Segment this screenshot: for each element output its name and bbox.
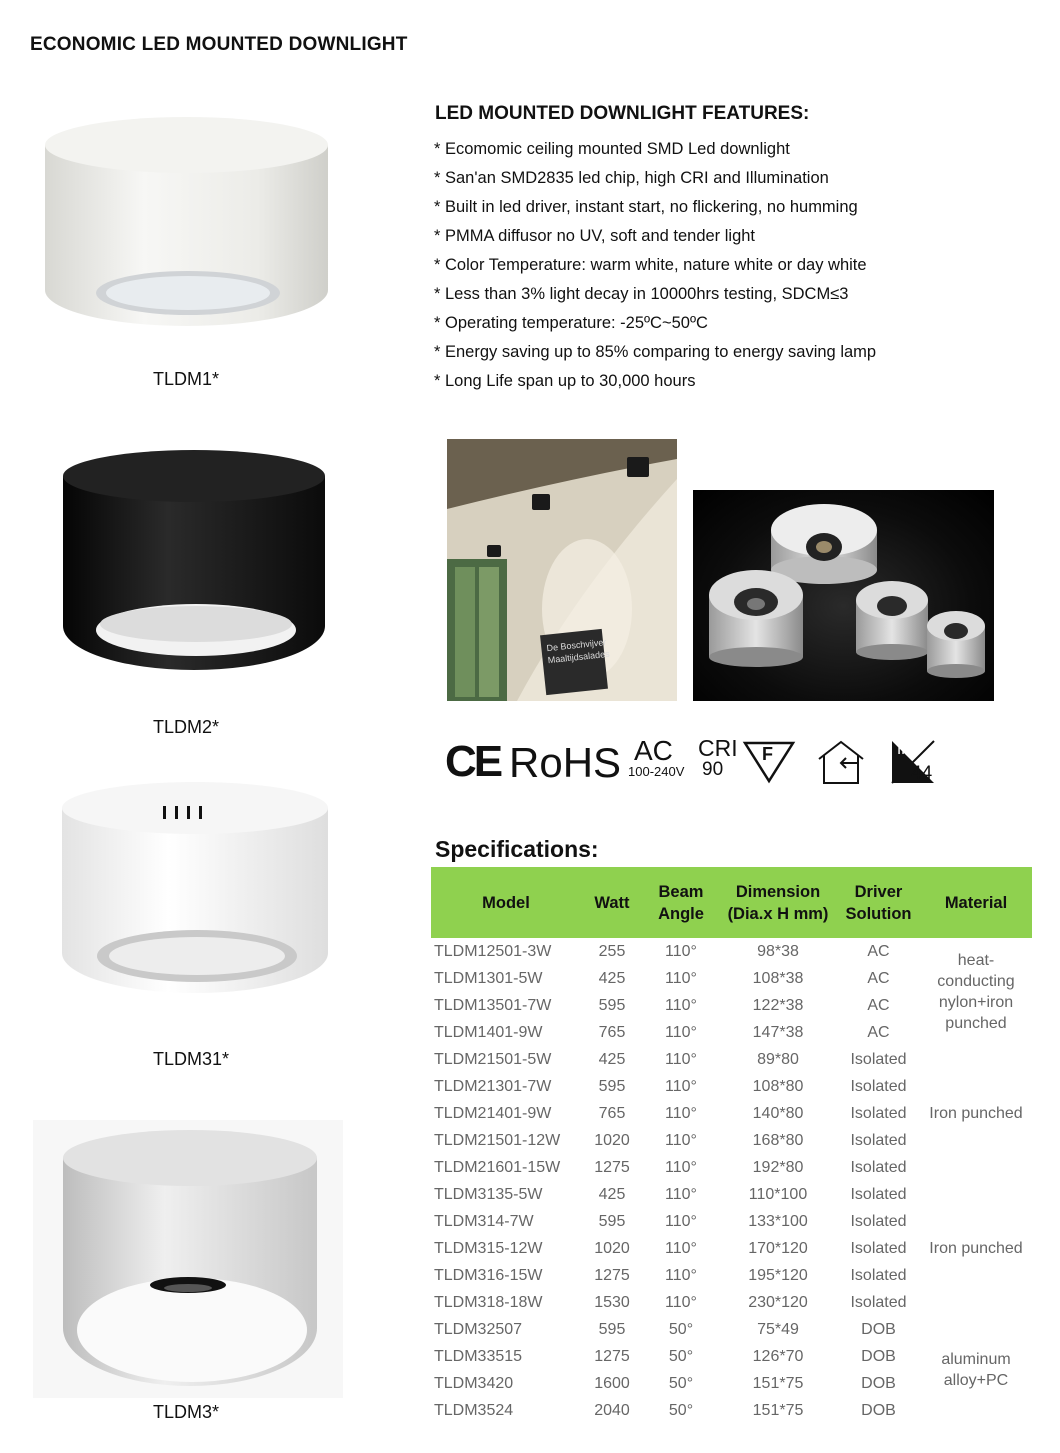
cell-dimension: 110*100	[748, 1185, 808, 1203]
cell-material: aluminum alloy+PC	[941, 1351, 1011, 1389]
cell-model: TLDM3524	[434, 1401, 514, 1419]
cell-driver: Isolated	[850, 1158, 907, 1176]
cell-watt: 595	[598, 1320, 626, 1338]
cell-watt: 1530	[594, 1293, 630, 1311]
cell-driver: DOB	[861, 1347, 896, 1365]
feature-item: * Ecomomic ceiling mounted SMD Led downlight	[434, 140, 790, 158]
cell-material: Iron punched	[929, 1240, 1023, 1257]
specifications-table	[431, 867, 1032, 1424]
ac-label: AC	[634, 735, 673, 766]
room-sign-line-2: Maaltijdsalades	[547, 648, 611, 666]
header-beam-line-2: Angle	[658, 904, 704, 923]
cell-model: TLDM1301-5W	[434, 969, 543, 987]
cell-dimension: 133*100	[748, 1212, 808, 1230]
product-image-tldm31	[55, 778, 340, 1008]
features-heading: LED MOUNTED DOWNLIGHT FEATURES:	[435, 103, 810, 124]
page-title: ECONOMIC LED MOUNTED DOWNLIGHT	[30, 34, 408, 55]
cell-model: TLDM13501-7W	[434, 996, 552, 1014]
cell-beam: 110°	[665, 1158, 697, 1176]
ce-mark-icon: CE	[445, 737, 501, 786]
cell-watt: 595	[598, 1212, 626, 1230]
cell-model: TLDM314-7W	[434, 1212, 534, 1230]
cell-beam: 110°	[665, 1104, 697, 1122]
cell-beam: 110°	[665, 1023, 697, 1041]
cell-model: TLDM3135-5W	[434, 1185, 543, 1203]
header-dimension-line-2: (Dia.x H mm)	[727, 904, 829, 923]
header-beam-line-1: Beam	[658, 882, 704, 901]
product-label-tldm3: TLDM3*	[153, 1402, 220, 1422]
certification-row	[445, 735, 945, 793]
feature-item: * Operating temperature: -25ºC~50ºC	[434, 314, 708, 332]
cell-beam: 110°	[665, 969, 697, 987]
cell-model: TLDM21601-15W	[434, 1158, 561, 1176]
cell-dimension: 192*80	[752, 1158, 804, 1176]
cell-dimension: 147*38	[752, 1023, 804, 1041]
f-mark-label: F	[762, 744, 773, 764]
cell-dimension: 195*120	[748, 1266, 808, 1284]
column-header-driver-solution	[837, 867, 920, 938]
cell-driver: Isolated	[850, 1131, 907, 1149]
cell-driver: DOB	[861, 1374, 896, 1392]
cell-watt: 595	[598, 1077, 626, 1095]
cell-dimension: 151*75	[752, 1401, 804, 1419]
cell-beam: 110°	[665, 1212, 697, 1230]
feature-item: * PMMA diffusor no UV, soft and tender light	[434, 227, 756, 245]
cell-watt: 1020	[594, 1239, 630, 1257]
cell-driver: AC	[867, 1023, 890, 1041]
cell-watt: 765	[598, 1023, 626, 1041]
cell-driver: DOB	[861, 1401, 896, 1419]
header-driver-line-1: Driver	[854, 882, 903, 901]
feature-item: * Color Temperature: warm white, nature white or day white	[434, 256, 867, 274]
cell-watt: 425	[598, 969, 626, 987]
column-header-model: Model	[431, 867, 581, 938]
table-row	[431, 1316, 1032, 1343]
table-row	[431, 1046, 1032, 1073]
cell-driver: Isolated	[850, 1050, 907, 1068]
column-header-watt: Watt	[581, 867, 643, 938]
cell-driver: AC	[867, 996, 890, 1014]
cell-dimension: 230*120	[748, 1293, 808, 1311]
indoor-use-house-icon	[815, 739, 871, 785]
cell-dimension: 98*38	[757, 942, 799, 960]
cell-dimension: 108*38	[752, 969, 804, 987]
cri-label: CRI	[698, 735, 738, 761]
cell-watt: 1600	[594, 1374, 630, 1392]
room-sign-line-1: De Boschvijver	[546, 637, 607, 654]
cell-model: TLDM33515	[434, 1347, 523, 1365]
features-list	[434, 137, 876, 398]
cell-model: TLDM315-12W	[434, 1239, 543, 1257]
cell-driver: Isolated	[850, 1212, 907, 1230]
cell-beam: 110°	[665, 996, 697, 1014]
rohs-icon: RoHS	[509, 739, 622, 786]
cell-beam: 50°	[668, 1401, 694, 1419]
column-header-material: Material	[920, 867, 1032, 938]
cell-model: TLDM21401-9W	[434, 1104, 552, 1122]
table-row	[431, 938, 1032, 965]
cell-model: TLDM21501-12W	[434, 1131, 561, 1149]
table-row	[431, 1181, 1032, 1208]
cell-beam: 50°	[668, 1374, 694, 1392]
cell-model: TLDM21501-5W	[434, 1050, 552, 1068]
feature-item: * Built in led driver, instant start, no flickering, no humming	[434, 198, 858, 216]
ip-value: 44	[911, 763, 933, 784]
cell-watt: 765	[598, 1104, 626, 1122]
header-dimension-line-1: Dimension	[735, 882, 821, 901]
cell-dimension: 168*80	[752, 1131, 804, 1149]
cell-watt: 1275	[594, 1347, 630, 1365]
ac-voltage-icon	[628, 737, 684, 778]
feature-item: * Energy saving up to 85% comparing to energy saving lamp	[434, 343, 877, 361]
column-header-dimension	[719, 867, 837, 938]
cell-driver: Isolated	[850, 1185, 907, 1203]
cell-driver: AC	[867, 942, 890, 960]
cri-value: 90	[702, 759, 724, 780]
feature-item: * Long Life span up to 30,000 hours	[434, 372, 696, 390]
cell-model: TLDM316-15W	[434, 1266, 543, 1284]
cell-watt: 255	[598, 942, 626, 960]
cell-watt: 1275	[594, 1266, 630, 1284]
cell-driver: Isolated	[850, 1077, 907, 1095]
cell-driver: AC	[867, 969, 890, 987]
cell-beam: 110°	[665, 1131, 697, 1149]
cell-dimension: 126*70	[752, 1347, 804, 1365]
cell-driver: Isolated	[850, 1266, 907, 1284]
cell-beam: 110°	[665, 1050, 697, 1068]
cell-watt: 595	[598, 996, 626, 1014]
cell-driver: Isolated	[850, 1293, 907, 1311]
table-header-row	[431, 867, 1032, 938]
cell-dimension: 151*75	[752, 1374, 804, 1392]
cell-dimension: 170*120	[748, 1239, 808, 1257]
cell-model: TLDM12501-3W	[434, 942, 552, 960]
cell-model: TLDM32507	[434, 1320, 523, 1338]
cell-model: TLDM3420	[434, 1374, 514, 1392]
cell-driver: Isolated	[850, 1104, 907, 1122]
feature-item: * Less than 3% light decay in 10000hrs testing, SDCM≤3	[434, 285, 849, 303]
cell-dimension: 122*38	[752, 996, 804, 1014]
header-driver-line-2: Solution	[845, 904, 912, 923]
cell-beam: 110°	[665, 1293, 697, 1311]
cell-watt: 2040	[594, 1401, 630, 1419]
application-photo-room	[447, 439, 677, 701]
cell-dimension: 108*80	[752, 1077, 804, 1095]
feature-item: * San'an SMD2835 led chip, high CRI and Illumination	[434, 169, 829, 187]
cell-beam: 110°	[665, 1266, 697, 1284]
cell-model: TLDM21301-7W	[434, 1077, 552, 1095]
cell-dimension: 140*80	[752, 1104, 804, 1122]
specifications-heading: Specifications:	[435, 836, 599, 862]
cell-beam: 110°	[665, 1239, 697, 1257]
product-label-tldm2: TLDM2*	[153, 717, 220, 737]
cell-driver: DOB	[861, 1320, 896, 1338]
application-photo-products	[693, 490, 994, 701]
product-label-tldm1: TLDM1*	[153, 369, 220, 389]
cell-watt: 425	[598, 1185, 626, 1203]
cell-watt: 425	[598, 1050, 626, 1068]
cell-beam: 50°	[668, 1320, 694, 1338]
cell-model: TLDM318-18W	[434, 1293, 543, 1311]
cell-watt: 1020	[594, 1131, 630, 1149]
cell-beam: 50°	[668, 1347, 694, 1365]
product-image-tldm1	[40, 115, 340, 335]
cell-model: TLDM1401-9W	[434, 1023, 543, 1041]
product-image-tldm2	[58, 448, 333, 693]
column-header-beam-angle	[643, 867, 719, 938]
cell-dimension: 89*80	[757, 1050, 799, 1068]
cell-beam: 110°	[665, 1185, 697, 1203]
cell-beam: 110°	[665, 942, 697, 960]
table-body	[431, 938, 1032, 1424]
cell-beam: 110°	[665, 1077, 697, 1095]
product-label-tldm31: TLDM31*	[153, 1049, 230, 1069]
cri-icon	[698, 737, 738, 781]
ac-range-label: 100-240V	[628, 764, 685, 779]
cell-material: Iron punched	[929, 1105, 1023, 1122]
product-image-tldm3	[33, 1120, 343, 1398]
cell-driver: Isolated	[850, 1239, 907, 1257]
cell-watt: 1275	[594, 1158, 630, 1176]
cell-dimension: 75*49	[757, 1320, 799, 1338]
cell-material: heat-conducting nylon+iron punched	[937, 952, 1015, 1032]
ip-label: IP	[897, 741, 912, 758]
